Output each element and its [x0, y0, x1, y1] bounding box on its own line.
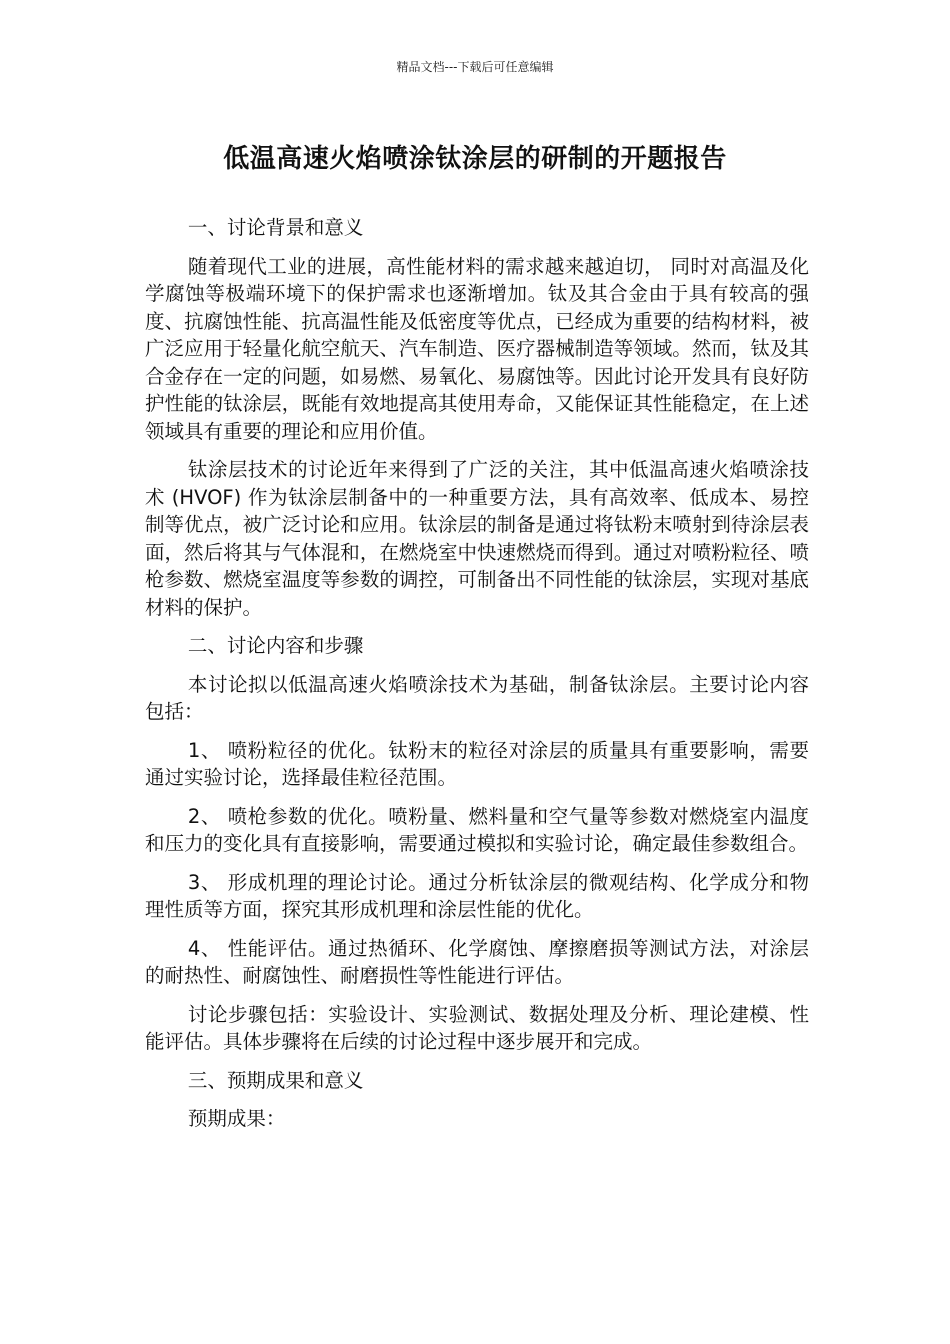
- document-body: [145, 214, 809, 1144]
- list-item-2: 2、 喷枪参数的优化。喷粉量、燃料量和空气量等参数对燃烧室内温度和压力的变化具有直接影响，需要通过模拟和实验讨论，确定最佳参数组合。: [145, 804, 809, 855]
- paragraph-background-1: 随着现代工业的进展，高性能材料的需求越来越迫切， 同时对高温及化学腐蚀等极端环境下的保护需求也逐渐增加。钛及其合金由于具有较高的强度、抗腐蚀性能、抗高温性能及低密度等优点，已经成为重要的结构材料，被广泛应用于轻量化航空航天、汽车制造、医疗器械制造等领域。然而，钛及其合金存在一定的问题，如易燃、易氧化、易腐蚀等。因此讨论开发具有良好防护性能的钛涂层，既能有效地提高其使用寿命，又能保证其性能稳定，在上述领域具有重要的理论和应用价值。: [145, 254, 809, 443]
- section-heading-outcomes: 三、预期成果和意义: [187, 1068, 364, 1092]
- header-note: 精品文档---下载后可任意编辑: [396, 60, 554, 74]
- list-item-1: 1、 喷粉粒径的优化。钛粉末的粒径对涂层的质量具有重要影响，需要通过实验讨论，选择最佳粒径范围。: [145, 738, 809, 789]
- document-title: 低温高速火焰喷涂钛涂层的研制的开题报告: [223, 144, 727, 174]
- section-heading-background: 一、讨论背景和意义: [187, 216, 364, 239]
- paragraph-steps: 讨论步骤包括：实验设计、实验测试、数据处理及分析、理论建模、性能评估。具体步骤将在后续的讨论过程中逐步展开和完成。: [145, 1002, 809, 1053]
- section-heading-content: 二、讨论内容和步骤: [187, 634, 364, 657]
- paragraph-background-2: 钛涂层技术的讨论近年来得到了广泛的关注，其中低温高速火焰喷涂技术 (HVOF) 作为钛涂层制备中的一种重要方法，具有高效率、低成本、易控制等优点，被广泛讨论和应用。钛涂层的制备是通过将钛粉末喷射到待涂层表面，然后将其与气体混和，在燃烧室中快速燃烧而得到。通过对喷粉粒径、喷枪参数、燃烧室温度等参数的调控，可制备出不同性能的钛涂层，实现对基底材料的保护。: [145, 458, 809, 619]
- list-item-4: 4、 性能评估。通过热循环、化学腐蚀、摩擦磨损等测试方法，对涂层的耐热性、耐腐蚀性、耐磨损性等性能进行评估。: [145, 936, 809, 987]
- list-item-3: 3、 形成机理的理论讨论。通过分析钛涂层的微观结构、化学成分和物理性质等方面，探究其形成机理和涂层性能的优化。: [145, 870, 809, 921]
- paragraph-content-intro: 本讨论拟以低温高速火焰喷涂技术为基础，制备钛涂层。主要讨论内容包括：: [145, 672, 809, 723]
- paragraph-outcomes-label: 预期成果：: [187, 1107, 286, 1130]
